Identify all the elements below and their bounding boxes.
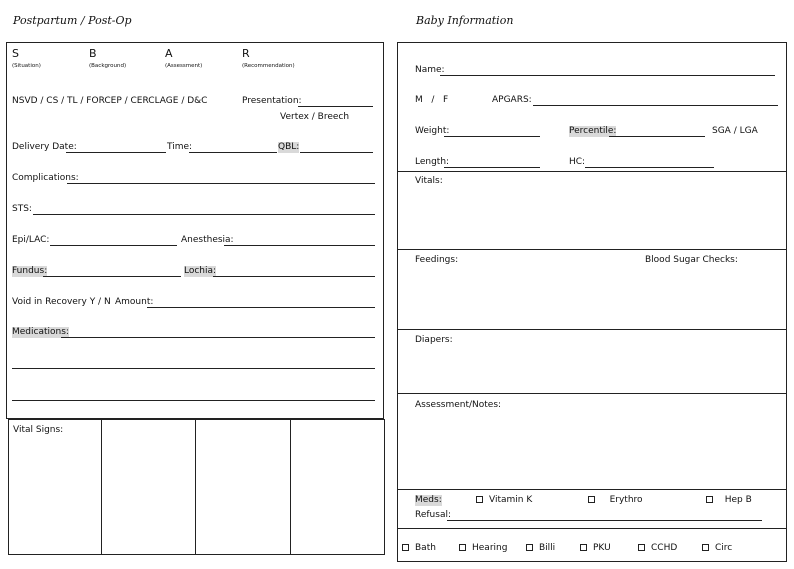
baby-name-label: Name: xyxy=(415,65,445,75)
vitals-label: Vitals: xyxy=(415,176,443,186)
sbar-r-letter: R xyxy=(242,47,250,60)
epi-lac-field[interactable] xyxy=(50,245,177,246)
checkbox-icon[interactable] xyxy=(588,496,595,503)
sbar-recommendation-label: (Recommendation) xyxy=(242,63,295,69)
sex-f-option[interactable]: F xyxy=(443,95,449,105)
fundus-field[interactable] xyxy=(43,276,181,277)
baby-information-title: Baby Information xyxy=(416,14,514,27)
hc-field[interactable] xyxy=(585,167,714,168)
divider-checks xyxy=(397,528,787,529)
sts-field[interactable] xyxy=(33,214,375,215)
void-in-recovery-label[interactable]: Void in Recovery Y / N xyxy=(12,297,111,307)
assessment-notes-label: Assessment/Notes: xyxy=(415,400,502,410)
time-label: Time: xyxy=(167,142,193,152)
sbar-background-label: (Background) xyxy=(89,63,127,69)
presentation-label: Presentation: xyxy=(242,96,302,106)
time-field[interactable] xyxy=(189,152,277,153)
medications-label: Medications: xyxy=(12,327,69,337)
divider-meds xyxy=(397,489,787,490)
med-erythro-checkbox[interactable]: Erythro xyxy=(588,495,643,506)
sbar-s-letter: S xyxy=(12,47,19,60)
presentation-options[interactable]: Vertex / Breech xyxy=(280,112,350,122)
lochia-label: Lochia: xyxy=(184,266,217,276)
weight-field[interactable] xyxy=(444,136,540,137)
checkbox-icon[interactable] xyxy=(459,544,466,551)
divider-assessment xyxy=(397,393,787,394)
vital-signs-grid xyxy=(8,419,385,555)
medications-field-1[interactable] xyxy=(61,337,375,338)
check-circ[interactable]: Circ xyxy=(702,543,732,554)
medications-field-3[interactable] xyxy=(12,400,375,401)
length-field[interactable] xyxy=(444,167,540,168)
sts-label: STS: xyxy=(12,204,32,214)
check-hearing[interactable]: Hearing xyxy=(459,543,507,554)
baby-information-box xyxy=(397,42,787,562)
vital-signs-label: Vital Signs: xyxy=(13,425,64,435)
percentile-label: Percentile: xyxy=(569,126,617,136)
sga-lga-options[interactable]: SGA / LGA xyxy=(712,126,758,136)
sbar-a-letter: A xyxy=(165,47,173,60)
vital-signs-divider-1 xyxy=(101,419,102,555)
delivery-date-label: Delivery Date: xyxy=(12,142,77,152)
anesthesia-label: Anesthesia: xyxy=(181,235,234,245)
feedings-label: Feedings: xyxy=(415,255,459,265)
complications-label: Complications: xyxy=(12,173,79,183)
divider-diapers xyxy=(397,329,787,330)
vital-signs-divider-3 xyxy=(290,419,291,555)
amount-field[interactable] xyxy=(147,307,375,308)
epi-lac-label: Epi/LAC: xyxy=(12,235,50,245)
medications-field-2[interactable] xyxy=(12,368,375,369)
meds-label: Meds: xyxy=(415,495,442,505)
percentile-field[interactable] xyxy=(609,136,705,137)
qbl-label: QBL: xyxy=(278,142,300,152)
apgars-field[interactable] xyxy=(533,105,778,106)
divider-feedings xyxy=(397,249,787,250)
checkbox-icon[interactable] xyxy=(638,544,645,551)
checkbox-icon[interactable] xyxy=(526,544,533,551)
delivery-type-options[interactable]: NSVD / CS / TL / FORCEP / CERCLAGE / D&C xyxy=(12,96,208,106)
anesthesia-field[interactable] xyxy=(224,245,375,246)
check-pku[interactable]: PKU xyxy=(580,543,611,554)
sbar-assessment-label: (Assessment) xyxy=(165,63,203,69)
sex-m-option[interactable]: M / F xyxy=(415,95,449,105)
checkbox-icon[interactable] xyxy=(402,544,409,551)
hc-label: HC: xyxy=(569,157,586,167)
baby-name-field[interactable] xyxy=(440,75,775,76)
check-bath[interactable]: Bath xyxy=(402,543,436,554)
length-label: Length: xyxy=(415,157,450,167)
check-billi[interactable]: Billi xyxy=(526,543,555,554)
postpartum-title: Postpartum / Post-Op xyxy=(13,14,132,27)
refusal-label: Refusal: xyxy=(415,510,451,520)
checkbox-icon[interactable] xyxy=(706,496,713,503)
checkbox-icon[interactable] xyxy=(476,496,483,503)
checkbox-icon[interactable] xyxy=(580,544,587,551)
med-hep-b-checkbox[interactable]: Hep B xyxy=(706,495,752,506)
checkbox-icon[interactable] xyxy=(702,544,709,551)
weight-label: Weight: xyxy=(415,126,450,136)
qbl-field[interactable] xyxy=(300,152,373,153)
sbar-situation-label: (Situation) xyxy=(12,63,41,69)
fundus-label: Fundus: xyxy=(12,266,48,276)
amount-label: Amount: xyxy=(115,297,154,307)
apgars-label: APGARS: xyxy=(492,95,532,105)
sbar-b-letter: B xyxy=(89,47,97,60)
diapers-label: Diapers: xyxy=(415,335,453,345)
divider-vitals xyxy=(397,171,787,172)
lochia-field[interactable] xyxy=(213,276,375,277)
vital-signs-divider-2 xyxy=(195,419,196,555)
med-vitamin-k-checkbox[interactable]: Vitamin K xyxy=(476,495,532,506)
refusal-field[interactable] xyxy=(447,520,762,521)
check-cchd[interactable]: CCHD xyxy=(638,543,677,554)
presentation-field[interactable] xyxy=(298,106,373,107)
blood-sugar-checks-label: Blood Sugar Checks: xyxy=(645,255,738,265)
delivery-date-field[interactable] xyxy=(66,152,166,153)
complications-field[interactable] xyxy=(67,183,375,184)
